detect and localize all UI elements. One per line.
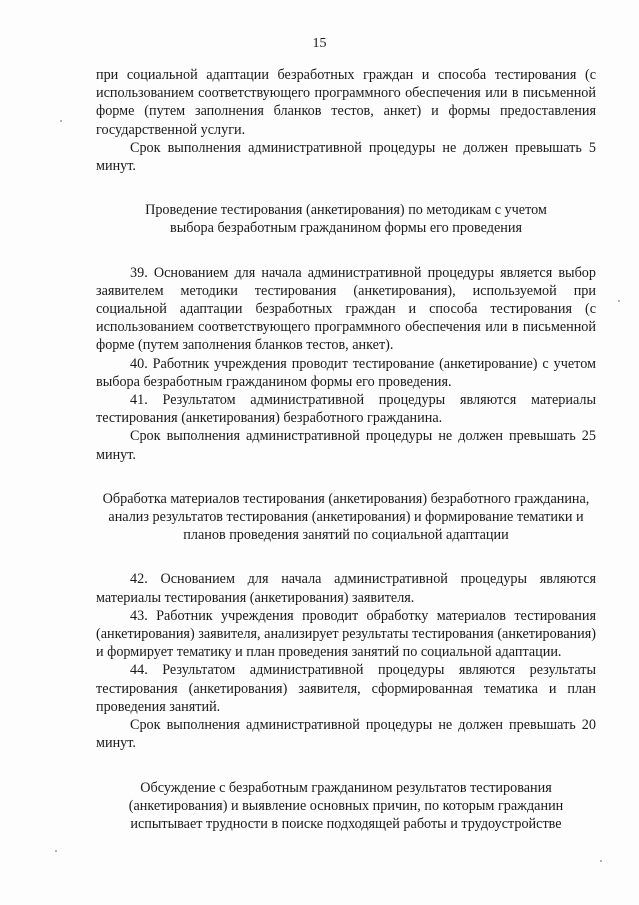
spacer bbox=[96, 753, 596, 779]
section-heading: Обсуждение с безработным гражданином результатов тестирования (анкетирования) и выявление основных причин, по которым гражданин испытывает трудности в поиске подходящей работы и трудоустройстве bbox=[128, 779, 564, 832]
scan-speck bbox=[618, 300, 620, 302]
scan-speck bbox=[600, 860, 602, 862]
paragraph: Срок выполнения административной процедуры не должен превышать 20 минут. bbox=[96, 717, 596, 752]
paragraph: при социальной адаптации безработных граждан и способа тестирования (с использованием соответствующего программного обеспечения или в письменной форме (путем заполнения бланков тестов, анкет) и формы предоставления государственной услуги. bbox=[96, 67, 596, 138]
paragraph: Срок выполнения административной процедуры не должен превышать 25 минут. bbox=[96, 428, 596, 463]
paragraph: 39. Основанием для начала административной процедуры является выбор заявителем методики тестирования (анкетирования), используемой при социальной адаптации безработных граждан и способа тестирования (с использованием соответствующего программного обеспечения или в письменной форме (путем заполнения бланков тестов, анкет). bbox=[96, 264, 596, 354]
paragraph: Срок выполнения административной процедуры не должен превышать 5 минут. bbox=[96, 139, 596, 175]
section-heading: Обработка материалов тестирования (анкетирования) безработного гражданина, анализ результатов тестирования (анкетирования) и формирование тематики и планов проведения занятий по социальной адаптации bbox=[102, 490, 590, 544]
paragraph: 41. Результатом административной процедуры являются материалы тестирования (анкетирования) безработного гражданина. bbox=[96, 392, 596, 427]
document-body bbox=[96, 66, 596, 833]
scan-speck bbox=[55, 850, 57, 852]
paragraph: 44. Результатом административной процедуры являются результаты тестирования (анкетирования) заявителя, сформированная тематика и план проведения занятий. bbox=[96, 662, 596, 715]
paragraph: 42. Основанием для начала административной процедуры являются материалы тестирования (анкетирования) заявителя. bbox=[96, 571, 596, 606]
spacer bbox=[96, 175, 596, 201]
spacer bbox=[96, 238, 596, 264]
scan-speck bbox=[60, 120, 62, 122]
section-heading: Проведение тестирования (анкетирования) по методикам с учетом выбора безработным гражданином формы его проведения bbox=[145, 202, 547, 237]
spacer bbox=[96, 544, 596, 570]
page-number: 15 bbox=[312, 36, 327, 51]
paragraph: 43. Работник учреждения проводит обработку материалов тестирования (анкетирования) заявителя, анализирует результаты тестирования (анкетирования) и формирует тематику и план проведения занятий по социальной адаптации. bbox=[96, 607, 596, 661]
paragraph: 40. Работник учреждения проводит тестирование (анкетирование) с учетом выбора безработным гражданином формы его проведения. bbox=[96, 355, 596, 390]
spacer bbox=[96, 464, 596, 490]
